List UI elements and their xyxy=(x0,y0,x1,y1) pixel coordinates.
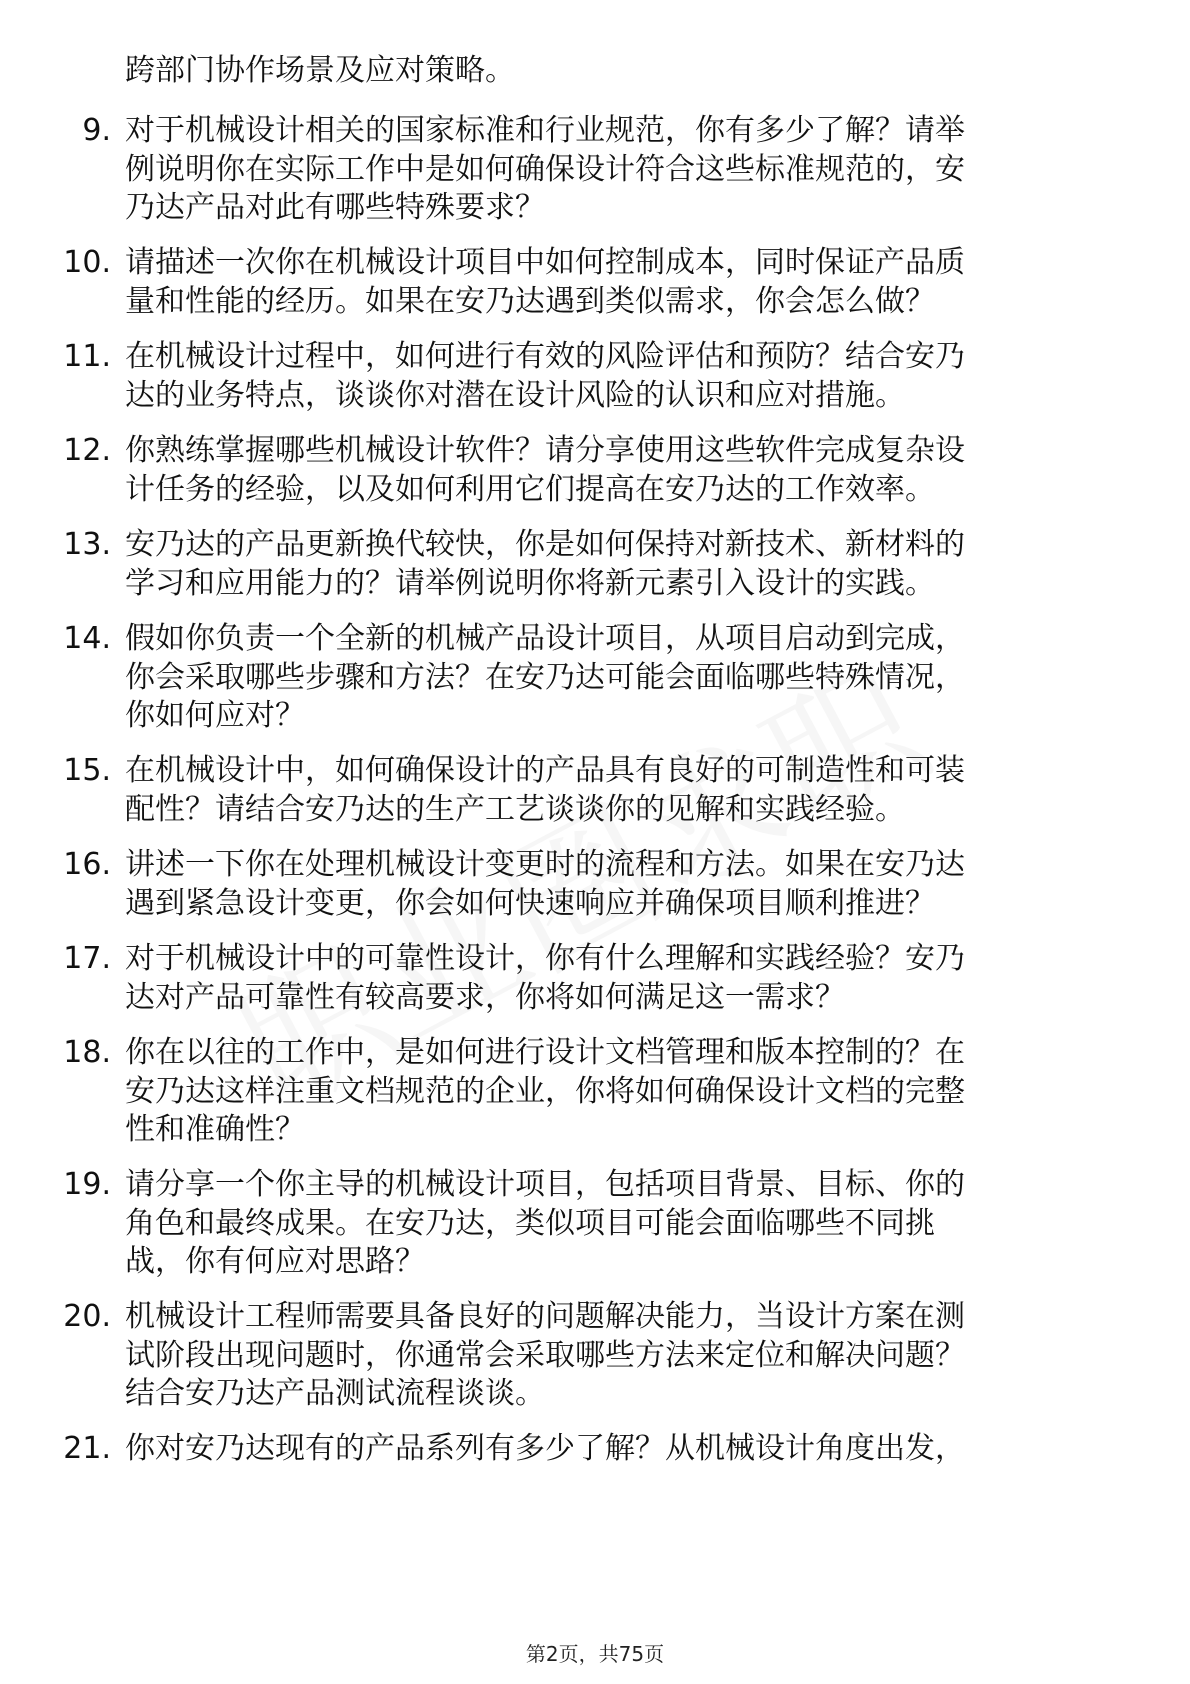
question-number: 21. xyxy=(63,1431,111,1466)
question-number: 12. xyxy=(63,433,111,468)
question-line: 配性？请结合安乃达的生产工艺谈谈你的见解和实践经验。 xyxy=(125,791,905,827)
question-line: 战，你有何应对思路？ xyxy=(125,1244,425,1279)
question-text xyxy=(125,620,1100,736)
question-line: 结合安乃达产品测试流程谈谈。 xyxy=(125,1376,545,1411)
question-line: 性和准确性？ xyxy=(125,1112,305,1147)
question-line: 量和性能的经历。如果在安乃达遇到类似需求，你会怎么做？ xyxy=(125,283,935,319)
question-line: 请描述一次你在机械设计项目中如何控制成本，同时保证产品质 xyxy=(125,245,965,280)
question-line: 对于机械设计中的可靠性设计，你有什么理解和实践经验？安乃 xyxy=(125,941,965,976)
question-number: 13. xyxy=(63,527,111,562)
question-line: 假如你负责一个全新的机械产品设计项目，从项目启动到完成， xyxy=(125,621,965,656)
question-line: 你熟练掌握哪些机械设计软件？请分享使用这些软件完成复杂设 xyxy=(125,433,965,468)
question-number: 17. xyxy=(63,941,111,976)
question-number: 16. xyxy=(63,847,111,882)
question-number: 19. xyxy=(63,1167,111,1202)
question-number: 11. xyxy=(63,339,111,374)
question-text xyxy=(125,526,1100,603)
question-number: 18. xyxy=(63,1035,111,1070)
question-line: 例说明你在实际工作中是如何确保设计符合这些标准规范的，安 xyxy=(125,151,965,187)
question-text xyxy=(125,1166,1100,1282)
question-line: 请分享一个你主导的机械设计项目，包括项目背景、目标、你的 xyxy=(125,1167,965,1202)
question-number: 20. xyxy=(63,1299,111,1334)
question-line: 乃达产品对此有哪些特殊要求？ xyxy=(125,190,545,225)
question-line: 达的业务特点，谈谈你对潜在设计风险的认识和应对措施。 xyxy=(125,377,905,413)
question-line: 计任务的经验，以及如何利用它们提高在安乃达的工作效率。 xyxy=(125,471,935,507)
question-text xyxy=(125,752,1100,829)
question-line: 达对产品可靠性有较高要求，你将如何满足这一需求？ xyxy=(125,979,845,1015)
question-line: 安乃达的产品更新换代较快，你是如何保持对新技术、新材料的 xyxy=(125,527,965,562)
question-text xyxy=(125,1430,1100,1469)
question-text xyxy=(125,112,1100,228)
question-line: 你会采取哪些步骤和方法？在安乃达可能会面临哪些特殊情况， xyxy=(125,659,965,695)
question-number: 10. xyxy=(63,245,111,280)
question-line: 你在以往的工作中，是如何进行设计文档管理和版本控制的？在 xyxy=(125,1035,965,1070)
question-text xyxy=(125,244,1100,321)
question-line: 安乃达这样注重文档规范的企业，你将如何确保设计文档的完整 xyxy=(125,1073,965,1109)
question-text xyxy=(125,940,1100,1017)
question-line: 遇到紧急设计变更，你会如何快速响应并确保项目顺利推进？ xyxy=(125,885,935,921)
question-number: 9. xyxy=(82,113,111,148)
question-text xyxy=(125,846,1100,923)
question-line: 对于机械设计相关的国家标准和行业规范，你有多少了解？请举 xyxy=(125,113,965,148)
question-text xyxy=(125,1034,1100,1150)
continuation-text: 跨部门协作场景及应对策略。 xyxy=(125,53,515,88)
question-line: 试阶段出现问题时，你通常会采取哪些方法来定位和解决问题？ xyxy=(125,1337,965,1373)
question-line: 讲述一下你在处理机械设计变更时的流程和方法。如果在安乃达 xyxy=(125,847,965,882)
question-line: 机械设计工程师需要具备良好的问题解决能力，当设计方案在测 xyxy=(125,1299,965,1334)
question-line: 你对安乃达现有的产品系列有多少了解？从机械设计角度出发， xyxy=(125,1431,965,1466)
question-number: 15. xyxy=(63,753,111,788)
question-line: 在机械设计中，如何确保设计的产品具有良好的可制造性和可装 xyxy=(125,753,965,788)
question-line: 你如何应对？ xyxy=(125,698,305,733)
question-text xyxy=(125,432,1100,509)
question-number: 14. xyxy=(63,621,111,656)
question-line: 学习和应用能力的？请举例说明你将新元素引入设计的实践。 xyxy=(125,565,935,601)
question-line: 角色和最终成果。在安乃达，类似项目可能会面临哪些不同挑 xyxy=(125,1205,935,1241)
question-line: 在机械设计过程中，如何进行有效的风险评估和预防？结合安乃 xyxy=(125,339,965,374)
question-text xyxy=(125,1298,1100,1414)
page-footer: 第2页，共75页 xyxy=(525,1642,665,1666)
question-text xyxy=(125,338,1100,415)
